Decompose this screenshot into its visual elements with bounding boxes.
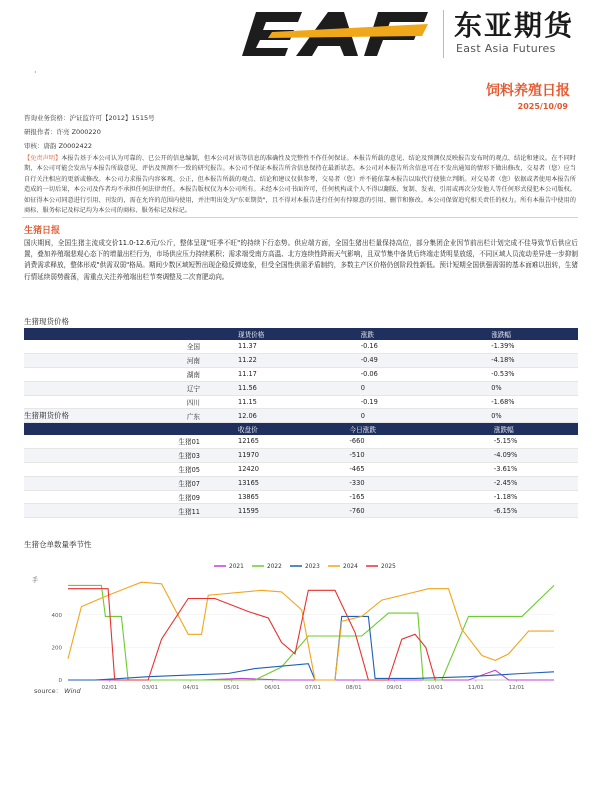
x-tick-label: 02/01 <box>101 685 118 691</box>
header-dot: · <box>34 68 37 77</box>
table-row <box>24 340 578 353</box>
report-date: 2025/10/09 <box>517 102 568 111</box>
section-title: 生猪日报 <box>24 226 61 236</box>
table-cell: 11.37 <box>210 340 307 353</box>
table-cell: 12.06 <box>210 409 307 423</box>
legend-label-2021: 2021 <box>229 564 244 570</box>
table-header <box>24 328 210 340</box>
legend-label-2025: 2025 <box>381 564 396 570</box>
x-tick-label: 11/01 <box>467 685 484 691</box>
table-cell: -1.39% <box>433 340 578 353</box>
report-title: 饲料养殖日报 <box>486 83 570 99</box>
table-cell: 生猪07 <box>24 476 210 490</box>
table-header: 现货价格 <box>210 328 307 340</box>
futures-price-table <box>24 423 578 518</box>
table-cell: 广东 <box>24 409 210 423</box>
table-cell: 11595 <box>210 504 296 518</box>
table-cell: -5.15% <box>436 435 578 448</box>
market-summary: 国庆期间，全国生猪主流成交价11.0-12.6元/公斤，整体呈现"旺季不旺"的持续下行态势。供应端方面，全国生猪出栏量保持高位，部分集团企业因节前出栏计划完成不佳导致节后供应后置，叠加养殖端悲观心态下的增量出栏行为，市场供应压力持续累积；需求端受南方高温、北方连续性降雨天气影响，且双节集中备货后终端走货明显放缓，不同区域人员流动差异进一步抑制消费需求释放，整体形成"供需双弱"格局。期间少数区域短暂出现企稳反弹迹象，但受全国性供需矛盾制约，多数主产区价格仍创阶段性新低。预计短期全国供强需弱的基本面难以扭转，生猪行情延续弱势震荡，需重点关注养殖端出栏节奏调整及二次育肥动向。 <box>24 239 578 281</box>
disclaimer-label: 【免责声明】 <box>24 155 62 162</box>
chart-source <box>34 686 81 695</box>
table-cell: -660 <box>296 435 436 448</box>
x-tick-label: 12/01 <box>508 685 525 691</box>
eaf-logo-mark <box>232 6 432 60</box>
series-line-2022 <box>68 585 554 680</box>
table-cell: -330 <box>296 476 436 490</box>
y-axis-label: 手 <box>32 577 39 584</box>
disclaimer <box>24 154 576 216</box>
chart-title: 生猪仓单数量季节性 <box>24 540 92 549</box>
table-cell: 11.17 <box>210 367 307 381</box>
reviewer-info: 审核：唐韵 Z0002422 <box>24 142 92 150</box>
table-cell: 全国 <box>24 340 210 353</box>
table-header: 涨跌幅 <box>436 423 578 435</box>
table-cell: 0 <box>307 381 433 395</box>
y-tick-label: 200 <box>51 645 62 652</box>
researcher-info: 研报作者：许亮 Z000220 <box>24 128 101 136</box>
table-cell: 生猪05 <box>24 462 210 476</box>
table-cell: -1.18% <box>436 490 578 504</box>
table-cell: 11.22 <box>210 353 307 367</box>
x-tick-label: 03/01 <box>142 685 159 691</box>
source-value: Wind <box>64 687 81 695</box>
logo-separator <box>443 10 444 58</box>
table-header <box>24 423 210 435</box>
table-cell: -0.06 <box>307 367 433 381</box>
spot-price-table <box>24 328 578 423</box>
table-cell: 13165 <box>210 476 296 490</box>
table-cell: -0.49 <box>307 353 433 367</box>
legend-label-2022: 2022 <box>267 564 282 570</box>
table-row <box>24 476 578 490</box>
table-cell: -3.61% <box>436 462 578 476</box>
table-cell: -0.16 <box>307 340 433 353</box>
table-row <box>24 435 578 448</box>
table-cell: 河南 <box>24 353 210 367</box>
series-line-2023 <box>68 616 554 680</box>
table-row <box>24 448 578 462</box>
table-header-row <box>24 328 578 340</box>
table-cell: 辽宁 <box>24 381 210 395</box>
y-tick-label: 400 <box>51 612 62 619</box>
table-cell: 11.15 <box>210 395 307 409</box>
legend-label-2024: 2024 <box>343 564 358 570</box>
y-tick-label: 0 <box>58 678 62 684</box>
table-cell: -760 <box>296 504 436 518</box>
x-tick-label: 10/01 <box>427 685 444 691</box>
table-cell: 11.56 <box>210 381 307 395</box>
table-cell: -165 <box>296 490 436 504</box>
table-row <box>24 353 578 367</box>
table-row <box>24 381 578 395</box>
table-cell: 11970 <box>210 448 296 462</box>
x-tick-label: 09/01 <box>386 685 403 691</box>
table-header: 涨跌 <box>307 328 433 340</box>
table-header: 今日涨跌 <box>296 423 436 435</box>
table-cell: 0 <box>307 409 433 423</box>
table-header: 收盘价 <box>210 423 296 435</box>
table-row <box>24 367 578 381</box>
x-tick-label: 06/01 <box>264 685 281 691</box>
table-cell: -0.53% <box>433 367 578 381</box>
table-cell: 生猪01 <box>24 435 210 448</box>
table-cell: -2.45% <box>436 476 578 490</box>
table-cell: 生猪03 <box>24 448 210 462</box>
table-row <box>24 462 578 476</box>
x-tick-label: 07/01 <box>305 685 321 691</box>
x-tick-label: 08/01 <box>345 685 362 691</box>
table-cell: -1.68% <box>433 395 578 409</box>
company-name-en: East Asia Futures <box>456 42 556 55</box>
table-cell: 0% <box>433 381 578 395</box>
table-cell: -510 <box>296 448 436 462</box>
spot-table-title: 生猪现货价格 <box>24 317 69 326</box>
table-cell: 生猪11 <box>24 504 210 518</box>
table-cell: -4.18% <box>433 353 578 367</box>
table-cell: 13865 <box>210 490 296 504</box>
table-row <box>24 490 578 504</box>
table-header: 涨跌幅 <box>433 328 578 340</box>
table-header-row <box>24 423 578 435</box>
futures-table-title: 生猪期货价格 <box>24 411 69 420</box>
table-row <box>24 409 578 423</box>
table-cell: -465 <box>296 462 436 476</box>
table-cell: -6.15% <box>436 504 578 518</box>
table-cell: 生猪09 <box>24 490 210 504</box>
table-row <box>24 504 578 518</box>
table-cell: 12165 <box>210 435 296 448</box>
x-tick-label: 04/01 <box>182 685 199 691</box>
section-divider <box>22 217 578 218</box>
source-label: source： <box>34 687 63 695</box>
table-cell: 四川 <box>24 395 210 409</box>
series-line-2024 <box>68 582 554 680</box>
disclaimer-text: 本报告基于本公司认为可靠的、已公开的信息编制，但本公司对该等信息的准确性及完整性不作任何保证。本报告所载的意见、结论及预测仅反映报告发布时的观点、结论和建议。在不同时期，本公司可能会发出与本报告所载意见、评估及预测不一致的研究报告。本公司不保证本报告所含信息保持在最新状态。本公司对本报告所含信息可在不发出通知的情形下做出修改，交易者（您）应当自行关注相应的更新或修改。本公司力求报告内容客观、公正，但本报告所载的观点、结论和建议仅供参考，交易者（您）并不能依靠本报告以取代行使独立判断。对交易者（您）依据或者使用本报告所造成的一切后果，本公司及作者均不承担任何法律责任。本报告版权仅为本公司所有。未经本公司书面许可，任何机构或个人不得以翻版、复制、发表、引用或再次分发他人等任何形式侵犯本公司版权。如征得本公司同意进行引用、刊发的，需在允许的范围内使用，并注明出处为"东亚期货"，且不得对本报告进行任何有悖原意的引用、删节和修改。本公司保留追究相关责任的权力。所有本报告中使用的商标、服务标记及标记均为本公司的商标、服务标记及标记。 <box>24 155 576 215</box>
table-cell: 12420 <box>210 462 296 476</box>
company-name-cn: 东亚期货 <box>454 9 575 42</box>
license-info: 咨询业务资格：沪证监许可【2012】1515号 <box>24 114 155 122</box>
table-cell: -4.09% <box>436 448 578 462</box>
table-cell: -0.19 <box>307 395 433 409</box>
x-tick-label: 05/01 <box>223 685 240 691</box>
table-cell: 0% <box>433 409 578 423</box>
warehouse-receipt-chart <box>24 560 578 698</box>
table-row <box>24 395 578 409</box>
table-cell: 湖南 <box>24 367 210 381</box>
legend-label-2023: 2023 <box>305 564 320 570</box>
